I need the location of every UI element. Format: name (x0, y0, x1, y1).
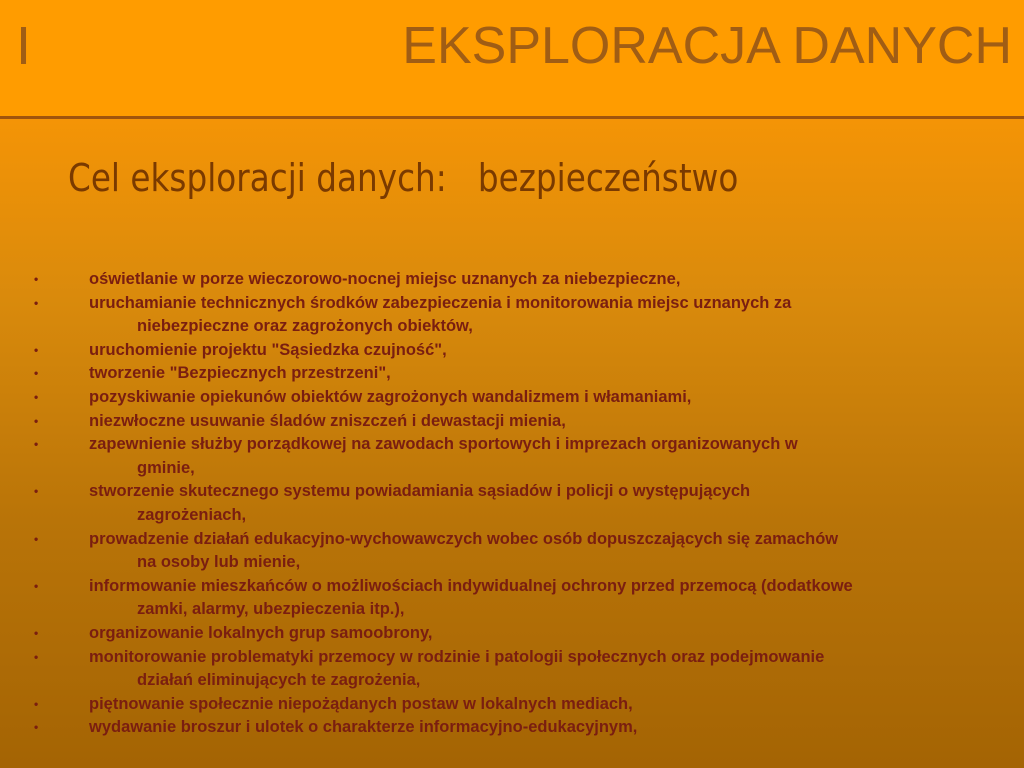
list-item-text: wydawanie broszur i ulotek o charakterze informacyjno-edukacyjnym, (89, 718, 638, 737)
bullet-icon: • (34, 437, 39, 452)
list-item-text: organizowanie lokalnych grup samoobrony, (89, 623, 433, 642)
list-item-text: tworzenie "Bezpiecznych przestrzeni", (89, 364, 391, 383)
list-item-text-continued: niebezpieczne oraz zagrożonych obiektów, (137, 317, 473, 336)
list-item (0, 386, 1024, 410)
list-item-text: oświetlanie w porze wieczorowo-nocnej miejsc uznanych za niebezpieczne, (89, 270, 681, 288)
section-number: I (16, 16, 32, 76)
bullet-icon: • (34, 531, 39, 546)
list-item (0, 292, 1024, 339)
list-item-text: prowadzenie działań edukacyjno-wychowawczych wobec osób dopuszczających się zamachów (89, 529, 839, 548)
bullet-icon: • (34, 649, 39, 664)
list-item (0, 339, 1024, 363)
list-item (0, 646, 1024, 693)
bullet-icon: • (34, 413, 39, 428)
bullet-icon: • (34, 342, 39, 357)
list-item (0, 480, 1024, 527)
list-item-text: pozyskiwanie opiekunów obiektów zagrożonych wandalizmem i włamaniami, (89, 387, 692, 406)
list-item (0, 268, 1024, 292)
bullet-list (0, 268, 1024, 740)
list-item-text-continued: zagrożeniach, (137, 505, 247, 524)
list-item (0, 575, 1024, 622)
slide-header (0, 0, 1024, 116)
header-divider (0, 116, 1024, 119)
slide-subtitle: Cel eksploracji danych: bezpieczeństwo (68, 156, 739, 200)
bullet-icon: • (34, 578, 39, 593)
list-item-text: niezwłoczne usuwanie śladów zniszczeń i dewastacji mienia, (89, 411, 566, 430)
bullet-icon: • (34, 720, 39, 735)
list-item-text-continued: na osoby lub mienie, (137, 553, 301, 572)
list-item-text: zapewnienie służby porządkowej na zawodach sportowych i imprezach organizowanych w (89, 435, 798, 454)
list-item (0, 693, 1024, 717)
bullet-icon: • (34, 295, 39, 310)
list-item-text: uruchamianie technicznych środków zabezpieczenia i monitorowania miejsc uznanych za (89, 293, 792, 312)
list-item-text: stworzenie skutecznego systemu powiadamiania sąsiadów i policji o występujących (89, 482, 751, 501)
list-item-text-continued: działań eliminujących te zagrożenia, (137, 671, 421, 690)
bullet-icon: • (34, 389, 39, 404)
bullet-icon: • (34, 625, 39, 640)
list-item-text: monitorowanie problematyki przemocy w rodzinie i patologii społecznych oraz podejmowanie (89, 647, 825, 666)
list-item (0, 410, 1024, 434)
list-item (0, 622, 1024, 646)
list-item-text: informowanie mieszkańców o możliwościach indywidualnej ochrony przed przemocą (dodatkowe (89, 576, 853, 595)
list-item-text-continued: gminie, (137, 458, 195, 477)
list-item (0, 528, 1024, 575)
list-item-text-continued: zamki, alarmy, ubezpieczenia itp.), (137, 600, 405, 619)
bullet-icon: • (34, 696, 39, 711)
list-item-text: piętnowanie społecznie niepożądanych postaw w lokalnych mediach, (89, 694, 633, 713)
list-item-text: uruchomienie projektu "Sąsiedzka czujność", (89, 340, 447, 359)
slide-title: EKSPLORACJA DANYCH (402, 17, 1012, 75)
bullet-icon: • (34, 366, 39, 381)
list-item (0, 433, 1024, 480)
bullet-icon: • (34, 484, 39, 499)
list-item (0, 716, 1024, 740)
list-item (0, 362, 1024, 386)
bullet-icon: • (34, 272, 39, 286)
